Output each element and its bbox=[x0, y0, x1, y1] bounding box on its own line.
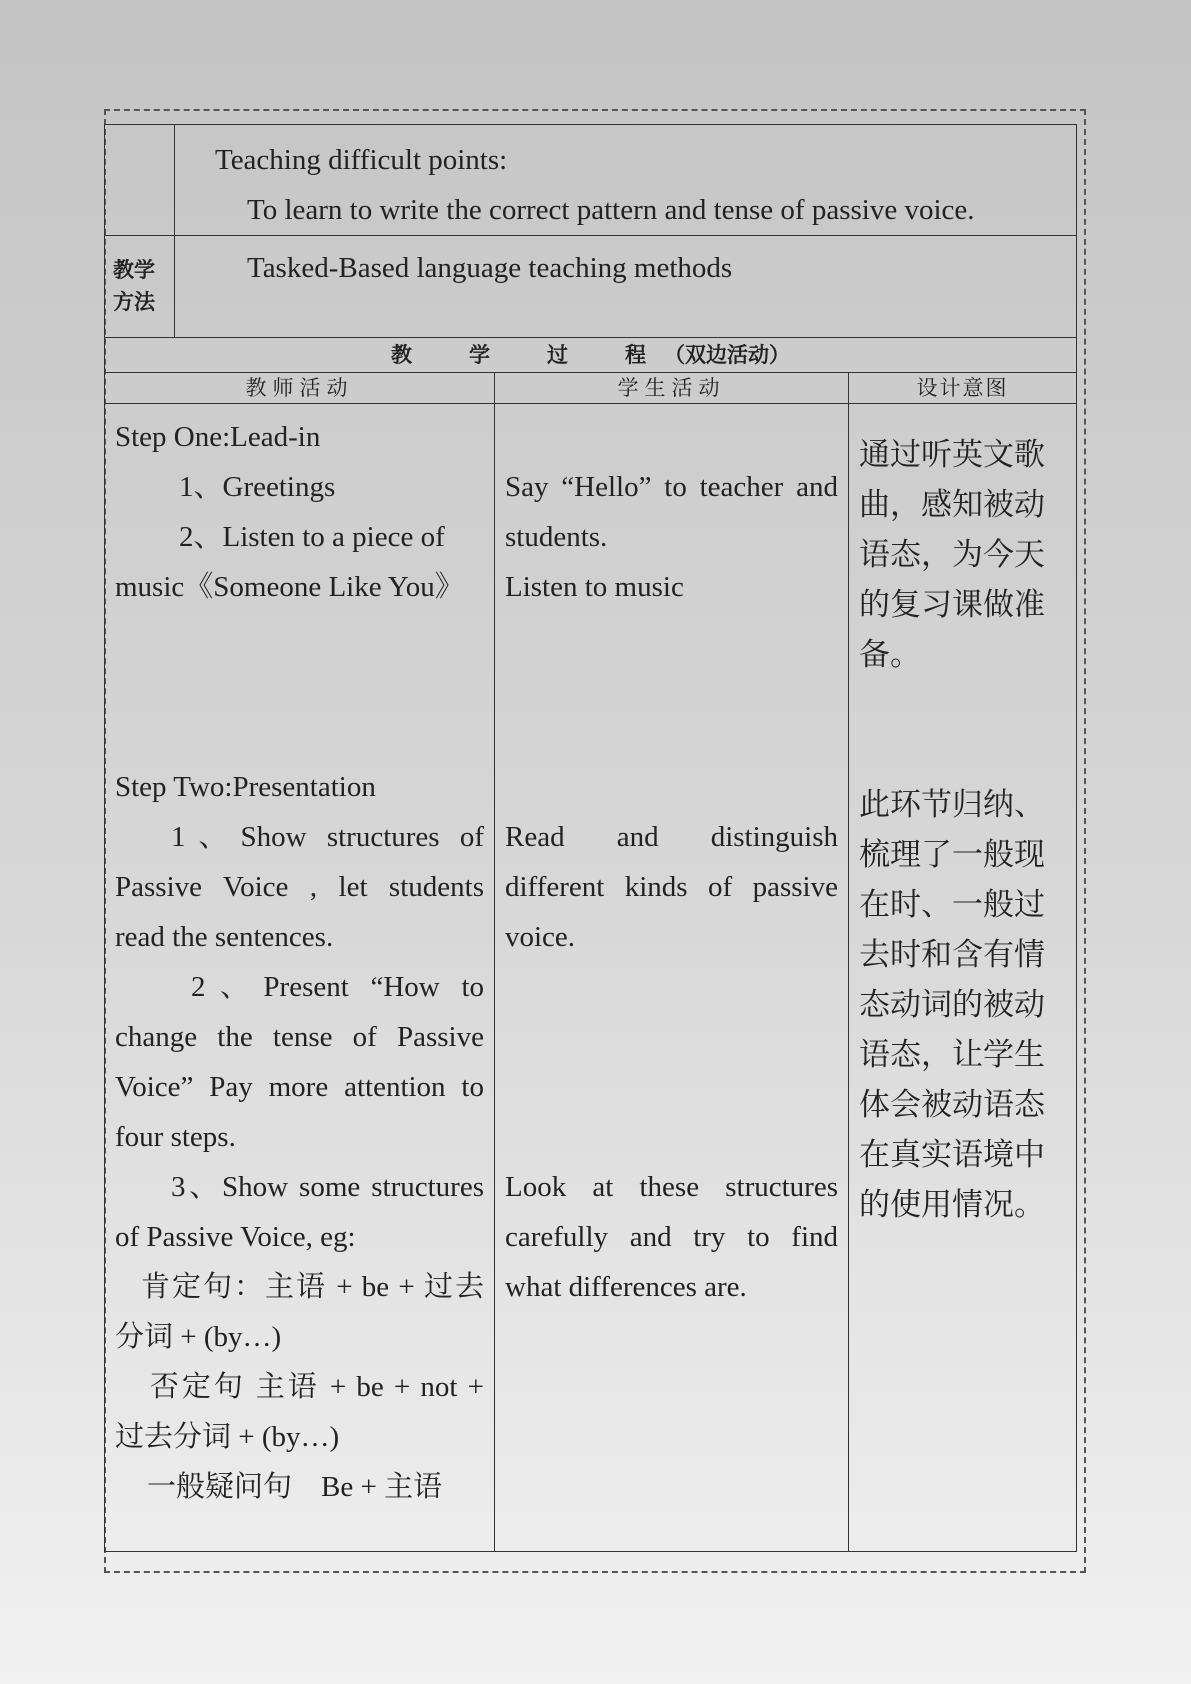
formula-negative: 否定句 主语 + be + not + 过去分词 + (by…) bbox=[115, 1371, 484, 1453]
step-one-heading: Step One:Lead-in bbox=[115, 421, 321, 453]
student-activity-cell bbox=[495, 404, 849, 1552]
formula-affirmative-wrap bbox=[115, 1262, 484, 1362]
difficult-points-text: To learn to write the correct pattern and tense of passive voice. bbox=[247, 194, 975, 226]
process-title-row bbox=[105, 338, 1077, 373]
formula-question: 一般疑问句 Be + 主语 bbox=[147, 1471, 443, 1503]
row1-label-cell bbox=[105, 125, 175, 236]
design-intent-cell bbox=[849, 404, 1077, 1552]
difficult-points-cell bbox=[175, 125, 1077, 236]
col-header-student: 学生活动 bbox=[495, 373, 849, 404]
formula-question-wrap bbox=[115, 1462, 484, 1512]
lesson-plan-table bbox=[104, 124, 1077, 1552]
col-header-design: 设计意图 bbox=[849, 373, 1077, 404]
step-one-item-2b: music《Someone Like You》 bbox=[115, 571, 464, 603]
student-activity-3: Read and distinguish different kinds of passive voice. bbox=[505, 821, 838, 953]
step-one-item-2a: 2、Listen to a piece of bbox=[179, 521, 445, 553]
step-two-item-2-wrap bbox=[115, 962, 484, 1162]
step-two-heading: Step Two:Presentation bbox=[115, 771, 376, 803]
student-activity-4: Look at these structures carefully and try to find what differences are. bbox=[505, 1171, 838, 1303]
formula-negative-wrap bbox=[115, 1362, 484, 1462]
design-intent-1: 通过听英文歌曲，感知被动语态，为今天的复习课做准备。 bbox=[859, 437, 1045, 673]
method-text: Tasked-Based language teaching methods bbox=[247, 252, 733, 284]
difficult-points-heading: Teaching difficult points: bbox=[215, 144, 508, 176]
step-two-item-3: 3、Show some structures of Passive Voice, eg: bbox=[115, 1171, 484, 1253]
column-header-row bbox=[105, 373, 1077, 404]
step-one-item-1: 1、Greetings bbox=[179, 471, 336, 503]
process-title-text: 教 学 过 程 bbox=[391, 343, 664, 367]
teacher-activity-cell bbox=[105, 404, 495, 1552]
method-label: 教学方法 bbox=[105, 236, 175, 338]
process-title-paren: （双边活动） bbox=[664, 343, 790, 367]
process-title bbox=[105, 338, 1077, 373]
step-two-item-3-wrap bbox=[115, 1162, 484, 1262]
col-header-teacher: 教师活动 bbox=[105, 373, 495, 404]
process-body-row bbox=[105, 404, 1077, 1552]
step-two-item-1-wrap bbox=[115, 812, 484, 962]
difficult-points-row bbox=[105, 125, 1077, 236]
formula-affirmative: 肯定句：主语 + be + 过去分词 + (by…) bbox=[115, 1271, 484, 1353]
step-two-item-2: 2、Present “How to change the tense of Passive Voice” Pay more attention to four steps. bbox=[115, 971, 484, 1153]
student-activity-2: Listen to music bbox=[505, 571, 684, 603]
method-cell bbox=[175, 236, 1077, 338]
design-intent-2: 此环节归纳、梳理了一般现在时、一般过去时和含有情态动词的被动语态，让学生体会被动语态在真实语境中的使用情况。 bbox=[859, 787, 1045, 1223]
method-row bbox=[105, 236, 1077, 338]
step-two-item-1: 1、Show structures of Passive Voice , let students read the sentences. bbox=[115, 821, 484, 953]
student-activity-1: Say “Hello” to teacher and students. bbox=[505, 471, 838, 553]
